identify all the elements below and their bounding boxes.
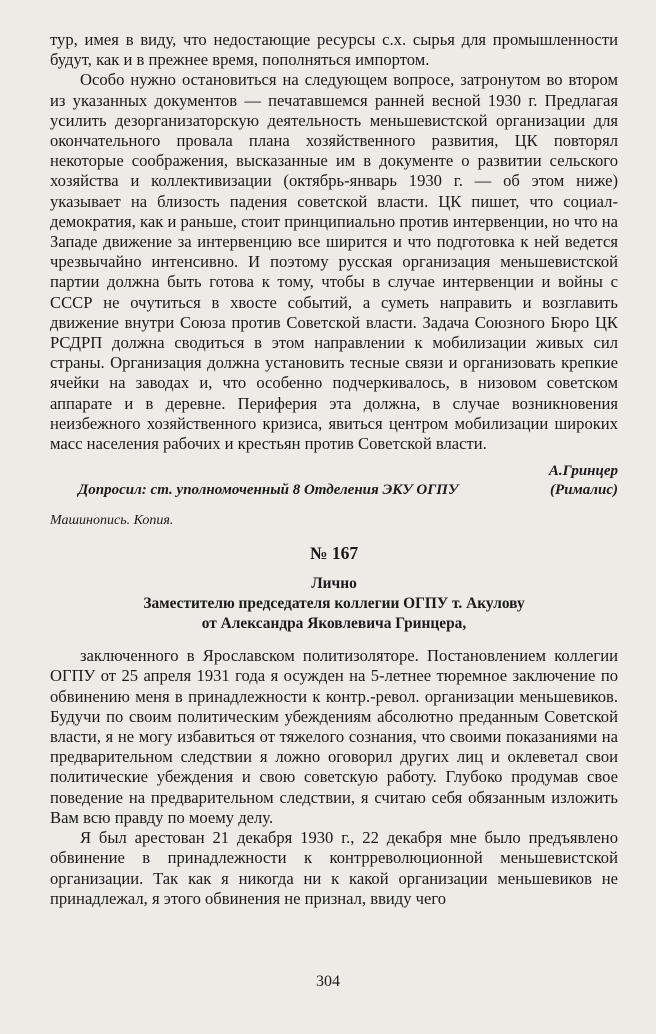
paragraph-continuation: тур, имея в виду, что недостающие ресурсы с.х. сырья для промышленности будут, как и в прежнее время, пополняться импортом. [50,30,618,70]
address-line-recipient: Заместителю председателя коллегии ОГПУ т. Акулову [143,595,525,613]
interrogator-name: (Рималис) [550,482,618,499]
page-number: 304 [316,973,340,990]
signature-name: А.Гринцер [548,463,618,480]
address-line-sender: от Александра Яковлевича Гринцера, [201,615,467,633]
copy-note: Машинопись. Копия. [50,513,174,529]
letter-paragraph-1: заключенного в Ярославском политизоляторе. Постановлением коллегии ОГПУ от 25 апреля 1931 года я осужден на 5-летнее тюремное заключение по обвинению меня в принадлежности к контр.-револ. организации меньшевиков. Будучи по своим политическим убеждениям абсолютно преданным Советской власти, я не могу избавиться от тяжелого сознания, что своими показаниями на предварительном следствии я ложно оговорил других лиц и оклеветал свои политические убеждения и свою советскую работу. Глубоко продумав свое поведение на предварительном следствии, я считаю себя обязанным изложить Вам всю правду по моему делу. [50,646,618,827]
letter-paragraph-2: Я был арестован 21 декабря 1930 г., 22 декабря мне было предъявлено обвинение в принадлежности к контрреволюционной меньшевистской организации. Так как я никогда ни к какой организации меньшевиков не принадлежал, я этого обвинения не признал, ввиду чего [50,828,618,908]
paragraph-main: Особо нужно остановиться на следующем вопросе, затронутом во втором из указанных документов — печатавшемся ранней весной 1930 г. Предлагая усилить дезорганизаторскую деятельность меньшевистской организации для окончательного провала плана хозяйственного развития, ЦК повторял некоторые соображения, высказанные им в документе о развитии сельского хозяйства и коллективизации (октябрь-январь 1930 г. — об этом ниже) указывает на близость падения советской власти. ЦК пишет, что социал-демократия, как и раньше, стоит принципиально против интервенции, но что на Западе движение за интервенцию все ширится и что подготовка к ней ведется чрезвычайно интенсивно. И поэтому русская организация меньшевистской партии должна быть готова к тому, чтобы в случае интервенции и войны с СССР не очутиться в хвосте событий, а суметь направить и возглавить движение внутри Союза против Советской власти. Задача Союзного Бюро ЦК РСДРП должна сводиться в этом направлении к мобилизации живых сил страны. Организация должна установить тесные связи и организовать крепкие ячейки на заводах и, что особенно подчеркивалось, в низовом советском аппарате и в деревне. Периферия эта должна, в случае возникновения неизбежного хозяйственного кризиса, явиться центром мобилизации широких масс населения рабочих и крестьян против Советской власти. [50,70,618,454]
interrogator-line [50,481,618,500]
address-line-personal: Лично [311,575,357,593]
document-number: № 167 [309,543,359,564]
interrogator-title: Допросил: ст. уполномоченный 8 Отделения ЭКУ ОГПУ [78,482,459,499]
